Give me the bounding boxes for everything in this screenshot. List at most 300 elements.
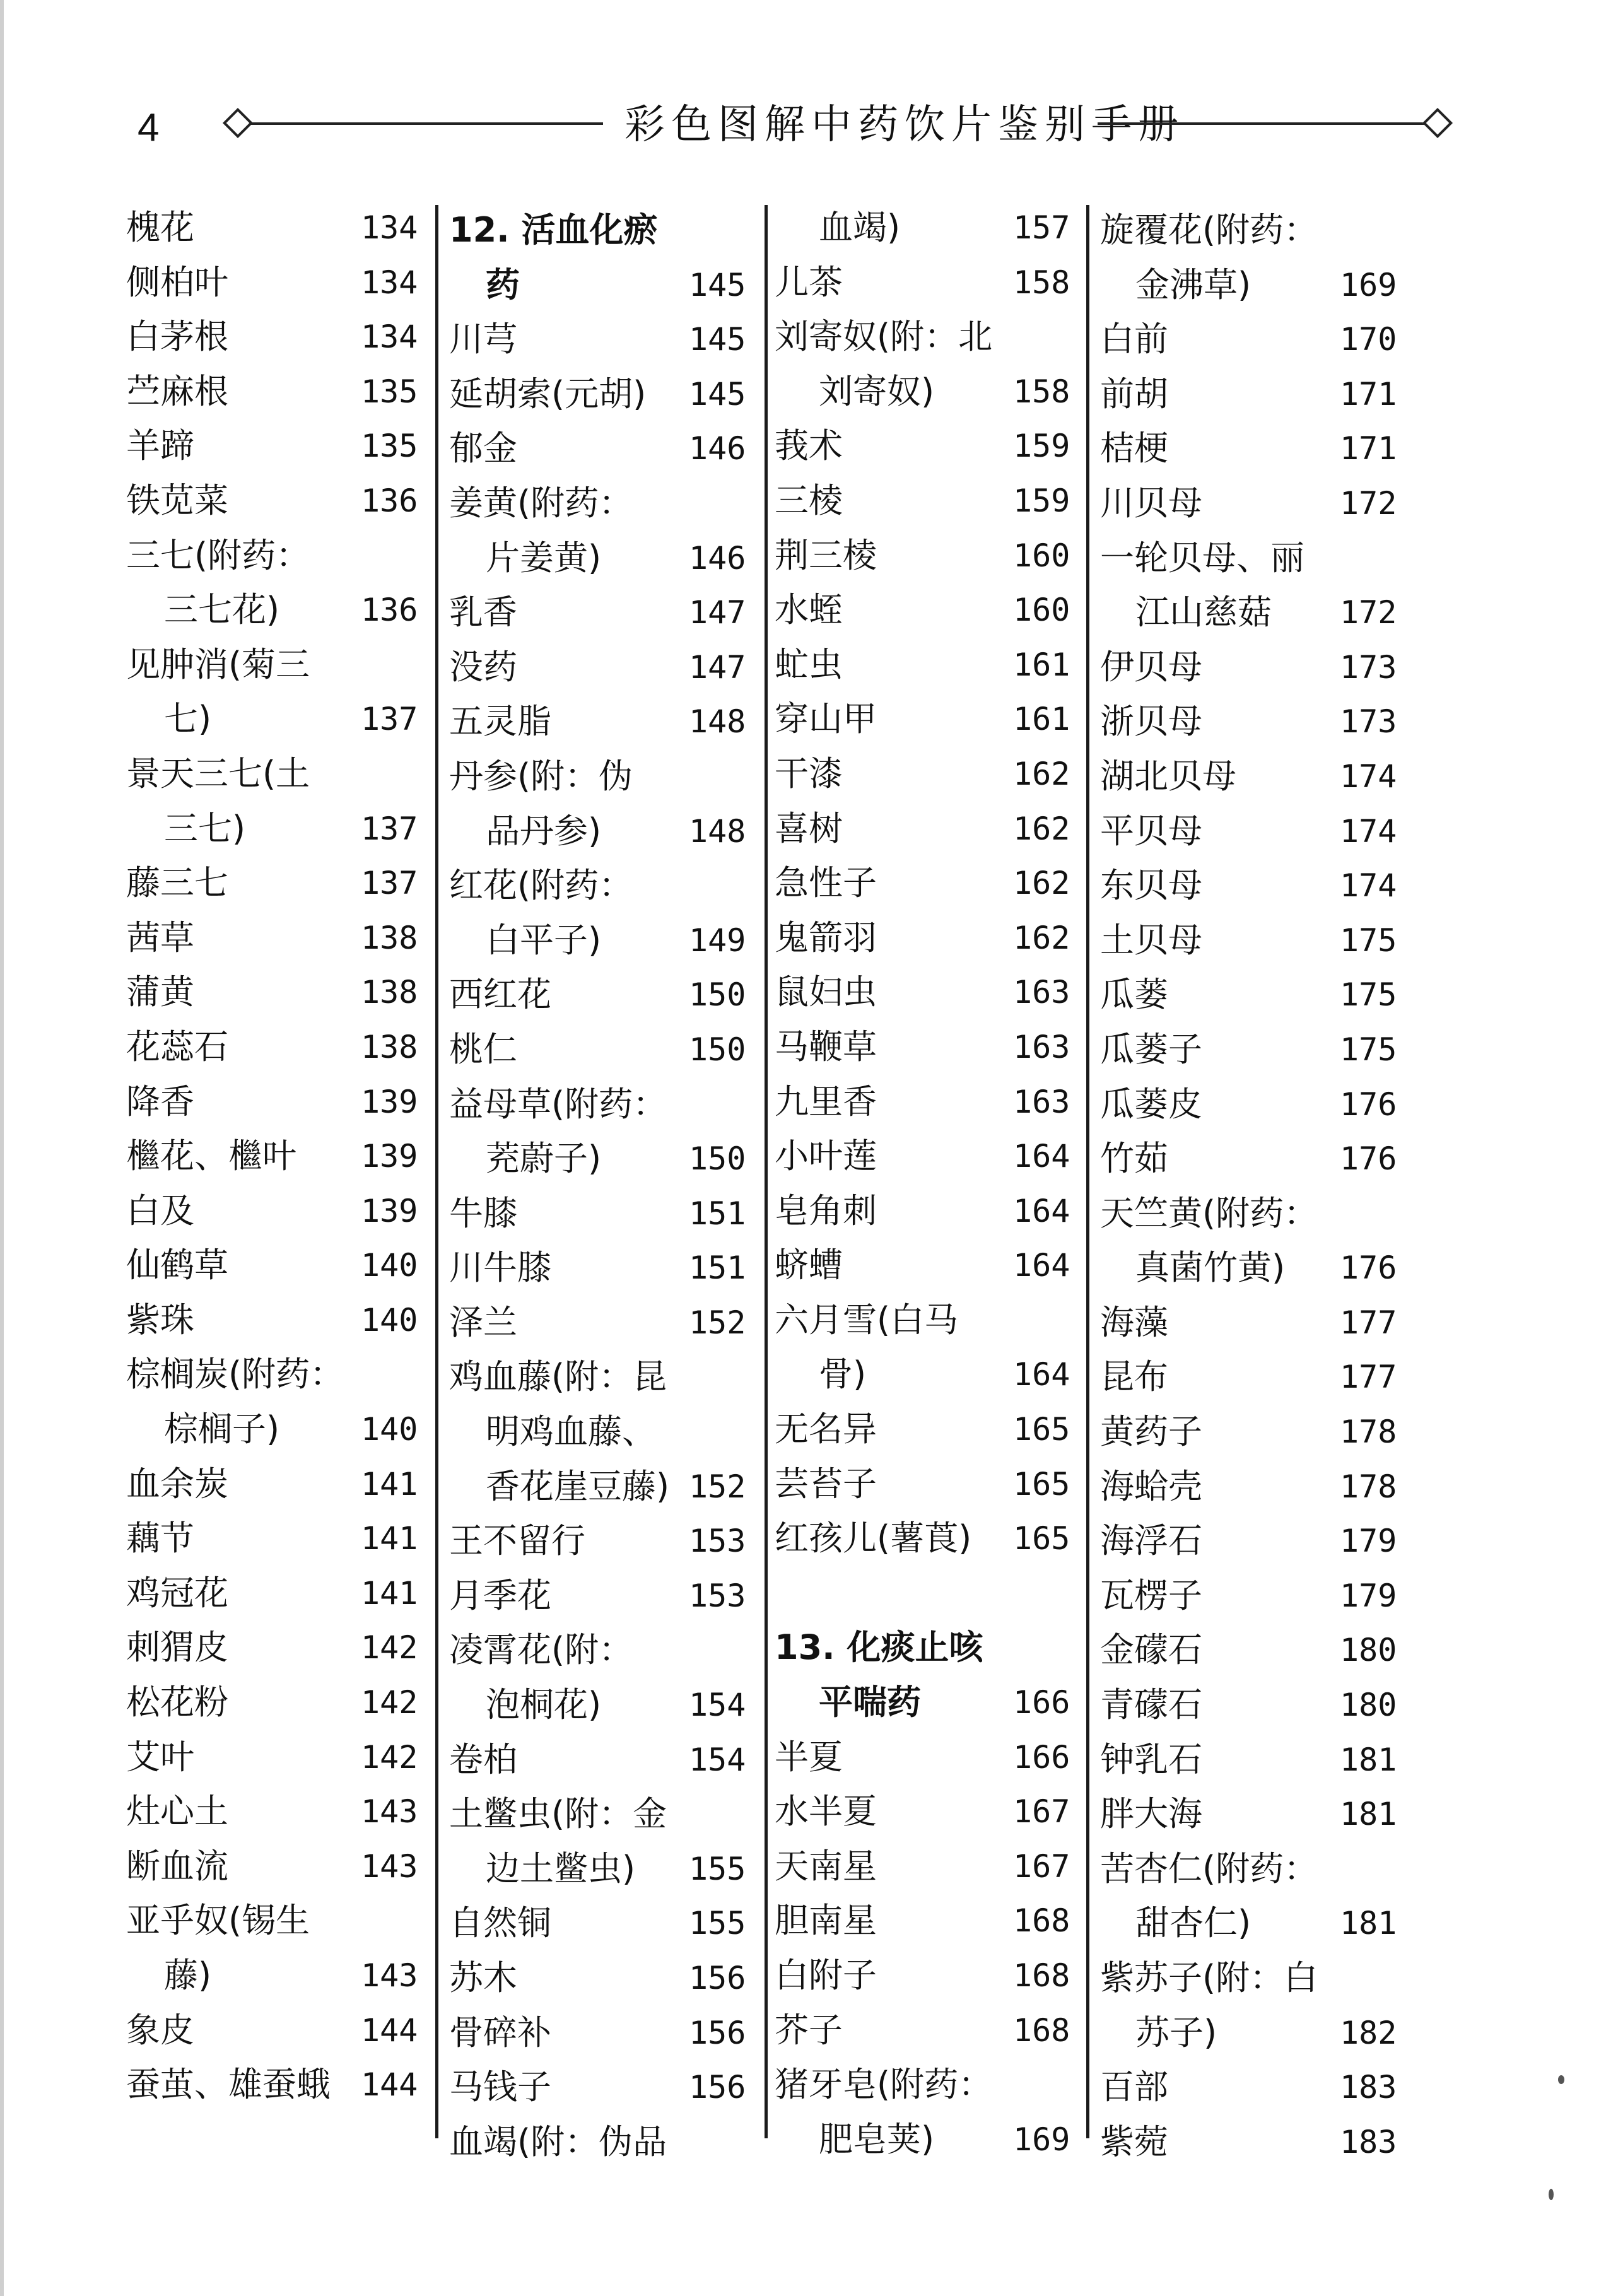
entry-page-number: 174 [1340,758,1397,795]
diamond-ornament-left-icon [223,108,253,138]
index-entry [0,531,1407,586]
entry-name: 槐花 [126,208,194,247]
entry-name: 九里香 [775,1081,877,1122]
index-entry [0,258,1407,313]
entry-name: 瓜蒌 [1100,975,1168,1015]
entry-name: 降香 [126,1081,194,1122]
entry-name: 三七) [164,808,246,848]
entry-page-number: 168 [1013,1902,1070,1940]
entry-page-number: 175 [1340,1031,1397,1068]
entry-name: 鼠妇虫 [775,972,877,1012]
entry-name: 喜树 [775,808,843,848]
entry-page-number: 161 [1013,646,1070,683]
entry-name: 片姜黄) [486,537,602,578]
entry-page-number: 162 [1013,755,1070,792]
entry-page-number: 154 [689,1741,746,1778]
entry-page-number: 142 [361,1684,418,1721]
entry-page-number: 139 [361,1192,418,1229]
entry-name: 仙鹤草 [126,1245,228,1286]
entry-page-number: 145 [689,375,746,413]
entry-name: 伊贝母 [1100,647,1202,687]
entry-name: 虻虫 [775,644,843,684]
entry-page-number: 160 [1013,592,1070,629]
entry-name: 一轮贝母、丽 [1100,537,1304,578]
entry-name: 东贝母 [1100,865,1202,906]
index-entry [0,1077,1407,1132]
entry-page-number: 183 [1340,2069,1397,2106]
entry-name: 檵花、檵叶 [126,1136,296,1176]
index-entry [0,1678,1407,1733]
index-entry [0,1460,1407,1514]
entry-name: 蛴螬 [775,1245,843,1286]
entry-name: 胖大海 [1100,1794,1202,1834]
index-entry [0,858,1407,913]
entry-name: 桃仁 [449,1029,517,1069]
entry-page-number: 165 [1013,1465,1070,1502]
entry-name: 瓜蒌子 [1100,1029,1202,1069]
header-rule-left [250,122,603,125]
entry-name: 川贝母 [1100,483,1202,523]
index-entry [0,1022,1407,1077]
entry-name: 郁金 [449,428,517,469]
entry-page-number: 159 [1013,428,1070,465]
entry-name: 肥皂荚) [819,2119,935,2159]
index-entry [0,1186,1407,1241]
entry-name: 马鞭草 [775,1026,877,1067]
entry-name: 川芎 [449,319,517,360]
index-entry [0,421,1407,476]
entry-page-number: 166 [1013,1684,1070,1721]
entry-name: 紫苏子(附：白 [1100,1958,1318,1998]
entry-name: 牛膝 [449,1193,517,1233]
entry-page-number: 139 [361,1138,418,1175]
entry-name: 品丹参) [486,811,602,851]
entry-name: 13. 化痰止咳 [775,1627,983,1668]
entry-page-number: 180 [1340,1632,1397,1669]
entry-page-number: 144 [361,2066,418,2104]
entry-name: 湖北贝母 [1100,756,1236,796]
entry-page-number: 159 [1013,482,1070,519]
entry-name: 白前 [1100,319,1168,360]
entry-name: 茺蔚子) [486,1139,602,1179]
entry-name: 莪术 [775,426,843,466]
entry-name: 三七花) [164,590,280,630]
entry-name: 昆布 [1100,1357,1168,1397]
entry-name: 荆三棱 [775,535,877,575]
entry-page-number: 142 [361,1629,418,1666]
entry-name: 凌霄花(附： [449,1630,633,1670]
entry-name: 水蛭 [775,590,843,630]
entry-name: 胆南星 [775,1901,877,1941]
entry-name: 苎麻根 [126,371,228,411]
entry-name: 真菌竹黄) [1135,1248,1286,1288]
entry-page-number: 165 [1013,1520,1070,1557]
entry-page-number: 138 [361,1028,418,1065]
entry-page-number: 141 [361,1574,418,1612]
page-number: 4 [138,106,160,149]
index-entry [0,1787,1407,1842]
index-entry [0,804,1407,859]
entry-page-number: 145 [689,266,746,303]
entry-name: 苦杏仁(附药： [1100,1848,1318,1889]
entry-name: 卷柏 [449,1739,517,1779]
index-entry [0,1241,1407,1296]
entry-page-number: 152 [689,1468,746,1505]
entry-page-number: 149 [689,922,746,959]
entry-name: 海藻 [1100,1302,1168,1342]
entry-name: 天竺黄(附药： [1100,1193,1318,1233]
entry-name: 藤) [164,1955,212,1995]
entry-page-number: 158 [1013,264,1070,301]
entry-name: 平喘药 [819,1682,921,1723]
entry-page-number: 182 [1340,2014,1397,2051]
entry-name: 海蛤壳 [1100,1466,1202,1506]
entry-page-number: 155 [689,1850,746,1887]
entry-page-number: 180 [1340,1687,1397,1724]
entry-page-number: 150 [689,1031,746,1068]
entry-name: 甜杏仁) [1135,1903,1251,1943]
entry-page-number: 155 [689,1905,746,1942]
entry-page-number: 150 [689,1140,746,1178]
entry-page-number: 171 [1340,430,1397,467]
entry-name: 桔梗 [1100,428,1168,469]
entry-page-number: 181 [1340,1741,1397,1778]
index-entry [0,1514,1407,1569]
entry-page-number: 169 [1013,2121,1070,2158]
entry-page-number: 139 [361,1083,418,1120]
index-entry [0,1842,1407,1897]
entry-name: 旋覆花(附药： [1100,210,1318,250]
entry-name: 金沸草) [1135,264,1251,305]
entry-name: 蚕茧、雄蚕蛾 [126,2065,331,2105]
entry-page-number: 153 [689,1577,746,1614]
index-entry [0,203,1407,258]
entry-page-number: 147 [689,648,746,686]
index-entry [0,2115,1407,2170]
entry-page-number: 161 [1013,701,1070,738]
entry-page-number: 178 [1340,1414,1397,1451]
index-entry [0,312,1407,367]
entry-page-number: 164 [1013,1356,1070,1393]
entry-page-number: 148 [689,812,746,850]
index-entry [0,1132,1407,1186]
entry-page-number: 168 [1013,2012,1070,2049]
entry-name: 藤三七 [126,863,228,903]
entry-page-number: 162 [1013,919,1070,956]
entry-page-number: 137 [361,865,418,902]
entry-page-number: 162 [1013,810,1070,847]
entry-name: 无名异 [775,1409,877,1450]
entry-page-number: 169 [1340,266,1397,303]
entry-page-number: 177 [1340,1359,1397,1396]
diamond-ornament-right-icon [1422,108,1453,138]
entry-page-number: 157 [1013,209,1070,246]
entry-page-number: 142 [361,1738,418,1776]
entry-name: 半夏 [775,1737,843,1777]
entry-page-number: 167 [1013,1848,1070,1885]
entry-page-number: 168 [1013,1957,1070,1994]
entry-page-number: 151 [689,1250,746,1287]
entry-name: 儿茶 [775,262,843,302]
entry-name: 紫珠 [126,1299,194,1340]
entry-name: 百部 [1100,2067,1168,2107]
entry-page-number: 138 [361,919,418,956]
entry-page-number: 163 [1013,974,1070,1011]
entry-name: 姜黄(附药： [449,483,633,523]
entry-name: 鸡冠花 [126,1573,228,1613]
entry-name: 骨碎补 [449,2012,551,2053]
entry-name: 干漆 [775,753,843,794]
entry-name: 血余炭 [126,1463,228,1504]
entry-name: 药 [486,264,520,305]
entry-page-number: 145 [689,321,746,358]
entry-page-number: 134 [361,319,418,356]
entry-name: 天南星 [775,1846,877,1886]
entry-page-number: 158 [1013,373,1070,410]
entry-name: 苏木 [449,1958,517,1998]
entry-page-number: 173 [1340,648,1397,686]
entry-page-number: 140 [361,1301,418,1338]
entry-page-number: 163 [1013,1083,1070,1120]
entry-name: 棕榈炭(附药： [126,1354,344,1395]
index-column-4 [0,203,1407,2169]
entry-name: 明鸡血藤、 [486,1412,656,1452]
entry-name: 松花粉 [126,1682,228,1723]
entry-page-number: 140 [361,1247,418,1284]
entry-page-number: 134 [361,264,418,301]
entry-page-number: 167 [1013,1793,1070,1830]
entry-name: 王不留行 [449,1521,585,1561]
book-title: 彩色图解中药饮片鉴别手册 [624,102,1185,148]
entry-page-number: 151 [689,1195,746,1232]
entry-name: 刘寄奴) [819,371,935,411]
entry-page-number: 171 [1340,375,1397,413]
entry-name: 土鳖虫(附：金 [449,1794,667,1834]
entry-page-number: 176 [1340,1086,1397,1123]
entry-page-number: 175 [1340,922,1397,959]
entry-page-number: 143 [361,1793,418,1830]
entry-page-number: 144 [361,2012,418,2049]
entry-name: 红花(附药： [449,865,633,906]
entry-page-number: 147 [689,594,746,631]
entry-name: 皂角刺 [775,1190,877,1231]
index-entry [0,1569,1407,1624]
entry-name: 景天三七(土 [126,753,310,794]
entry-page-number: 143 [361,1848,418,1885]
entry-name: 江山慈菇 [1135,592,1272,633]
index-entry [0,1405,1407,1460]
entry-page-number: 173 [1340,703,1397,741]
entry-name: 艾叶 [126,1737,194,1777]
index-entry [0,367,1407,422]
entry-page-number: 137 [361,810,418,847]
entry-name: 金礞石 [1100,1630,1202,1670]
entry-page-number: 138 [361,974,418,1011]
entry-name: 白茅根 [126,317,228,357]
index-entry [0,476,1407,531]
entry-name: 血竭(附：伪品 [449,2121,667,2162]
entry-name: 平贝母 [1100,811,1202,851]
entry-name: 前胡 [1100,373,1168,414]
index-entry [0,694,1407,749]
entry-page-number: 163 [1013,1028,1070,1065]
index-entry [0,913,1407,968]
entry-name: 白平子) [486,920,602,960]
entry-name: 亚乎奴(锡生 [126,1901,310,1941]
entry-name: 灶心土 [126,1791,228,1832]
entry-page-number: 177 [1340,1304,1397,1341]
entry-name: 藕节 [126,1518,194,1559]
entry-page-number: 179 [1340,1577,1397,1614]
entry-name: 边土鳖虫) [486,1848,636,1889]
entry-page-number: 181 [1340,1796,1397,1833]
entry-name: 小叶莲 [775,1136,877,1176]
entry-page-number: 183 [1340,2123,1397,2160]
entry-page-number: 136 [361,482,418,519]
entry-page-number: 156 [689,2014,746,2051]
entry-name: 12. 活血化瘀 [449,210,658,250]
entry-name: 月季花 [449,1575,551,1615]
entry-page-number: 164 [1013,1247,1070,1284]
entry-name: 七) [164,699,212,739]
entry-name: 侧柏叶 [126,262,228,302]
entry-name: 刘寄奴(附：北 [775,317,993,357]
entry-name: 紫菀 [1100,2121,1168,2162]
entry-page-number: 143 [361,1957,418,1994]
entry-name: 三七(附药： [126,535,310,575]
entry-page-number: 146 [689,430,746,467]
entry-page-number: 150 [689,976,746,1014]
entry-page-number: 172 [1340,594,1397,631]
entry-page-number: 153 [689,1523,746,1560]
entry-name: 川牛膝 [449,1248,551,1288]
entry-name: 泡桐花) [486,1685,602,1725]
index-entry [0,2060,1407,2115]
entry-name: 铁苋菜 [126,480,228,520]
entry-name: 花蕊石 [126,1026,228,1067]
entry-name: 水半夏 [775,1791,877,1832]
entry-name: 红孩儿(薯莨) [775,1518,972,1559]
entry-page-number: 141 [361,1465,418,1502]
entry-page-number: 174 [1340,812,1397,850]
entry-page-number: 140 [361,1411,418,1448]
entry-page-number: 181 [1340,1905,1397,1942]
index-entry [0,1623,1407,1678]
entry-page-number: 152 [689,1304,746,1341]
entry-name: 鬼箭羽 [775,917,877,958]
entry-name: 香花崖豆藤) [486,1466,670,1506]
entry-name: 茜草 [126,917,194,958]
entry-name: 猪牙皂(附药： [775,2065,993,2105]
entry-page-number: 178 [1340,1468,1397,1505]
entry-page-number: 176 [1340,1250,1397,1287]
entry-name: 血竭) [819,208,901,247]
entry-page-number: 135 [361,373,418,410]
index-entry [0,585,1407,640]
entry-name: 穿山甲 [775,699,877,739]
index-entry [0,749,1407,804]
header-rule-right [1098,122,1427,125]
entry-name: 泽兰 [449,1302,517,1342]
entry-name: 蒲黄 [126,972,194,1012]
index-entry [0,1896,1407,1951]
entry-page-number: 164 [1013,1192,1070,1229]
entry-name: 芥子 [775,2010,843,2050]
entry-page-number: 166 [1013,1738,1070,1776]
entry-page-number: 176 [1340,1140,1397,1178]
entry-name: 见肿消(菊三 [126,644,310,684]
entry-name: 海浮石 [1100,1521,1202,1561]
entry-name: 白附子 [775,1955,877,1995]
entry-name: 瓦楞子 [1100,1575,1202,1615]
entry-name: 土贝母 [1100,920,1202,960]
entry-name: 苏子) [1135,2012,1217,2053]
entry-name: 五灵脂 [449,701,551,742]
entry-name: 六月雪(白马 [775,1299,959,1340]
entry-name: 丹参(附：伪 [449,756,633,796]
entry-page-number: 179 [1340,1523,1397,1560]
entry-name: 象皮 [126,2010,194,2050]
entry-name: 竹茹 [1100,1139,1168,1179]
entry-name: 鸡血藤(附：昆 [449,1357,667,1397]
entry-page-number: 162 [1013,865,1070,902]
index-entry [0,1951,1407,2006]
entry-page-number: 174 [1340,867,1397,905]
entry-name: 钟乳石 [1100,1739,1202,1779]
entry-name: 断血流 [126,1846,228,1886]
entry-page-number: 164 [1013,1138,1070,1175]
index-entry [0,1350,1407,1405]
entry-page-number: 172 [1340,484,1397,522]
entry-page-number: 170 [1340,321,1397,358]
entry-name: 瓜蒌皮 [1100,1084,1202,1124]
entry-name: 刺猬皮 [126,1627,228,1668]
entry-page-number: 134 [361,209,418,246]
entry-name: 西红花 [449,975,551,1015]
index-entry [0,1296,1407,1350]
entry-name: 黄药子 [1100,1412,1202,1452]
entry-name: 延胡索(元胡) [449,373,647,414]
scan-speck [1549,2189,1554,2200]
index-entry [0,968,1407,1022]
entry-name: 羊蹄 [126,426,194,466]
entry-page-number: 156 [689,1960,746,1996]
entry-name: 棕榈子) [164,1409,280,1450]
entry-page-number: 175 [1340,976,1397,1014]
entry-name: 骨) [819,1354,867,1395]
entry-name: 芸苔子 [775,1463,877,1504]
entry-page-number: 148 [689,703,746,741]
entry-name: 益母草(附药： [449,1084,667,1124]
entry-page-number: 146 [689,539,746,577]
entry-name: 三棱 [775,480,843,520]
entry-page-number: 135 [361,428,418,465]
entry-page-number: 136 [361,592,418,629]
entry-name: 乳香 [449,592,517,633]
entry-name: 浙贝母 [1100,701,1202,742]
entry-name: 青礞石 [1100,1685,1202,1725]
entry-page-number: 137 [361,701,418,738]
entry-name: 没药 [449,647,517,687]
index-entry [0,1733,1407,1788]
index-entry [0,640,1407,695]
entry-name: 马钱子 [449,2067,551,2107]
entry-name: 白及 [126,1190,194,1231]
index-entry [0,2006,1407,2061]
entry-name: 自然铜 [449,1903,551,1943]
entry-name: 急性子 [775,863,877,903]
running-header [0,95,1606,164]
